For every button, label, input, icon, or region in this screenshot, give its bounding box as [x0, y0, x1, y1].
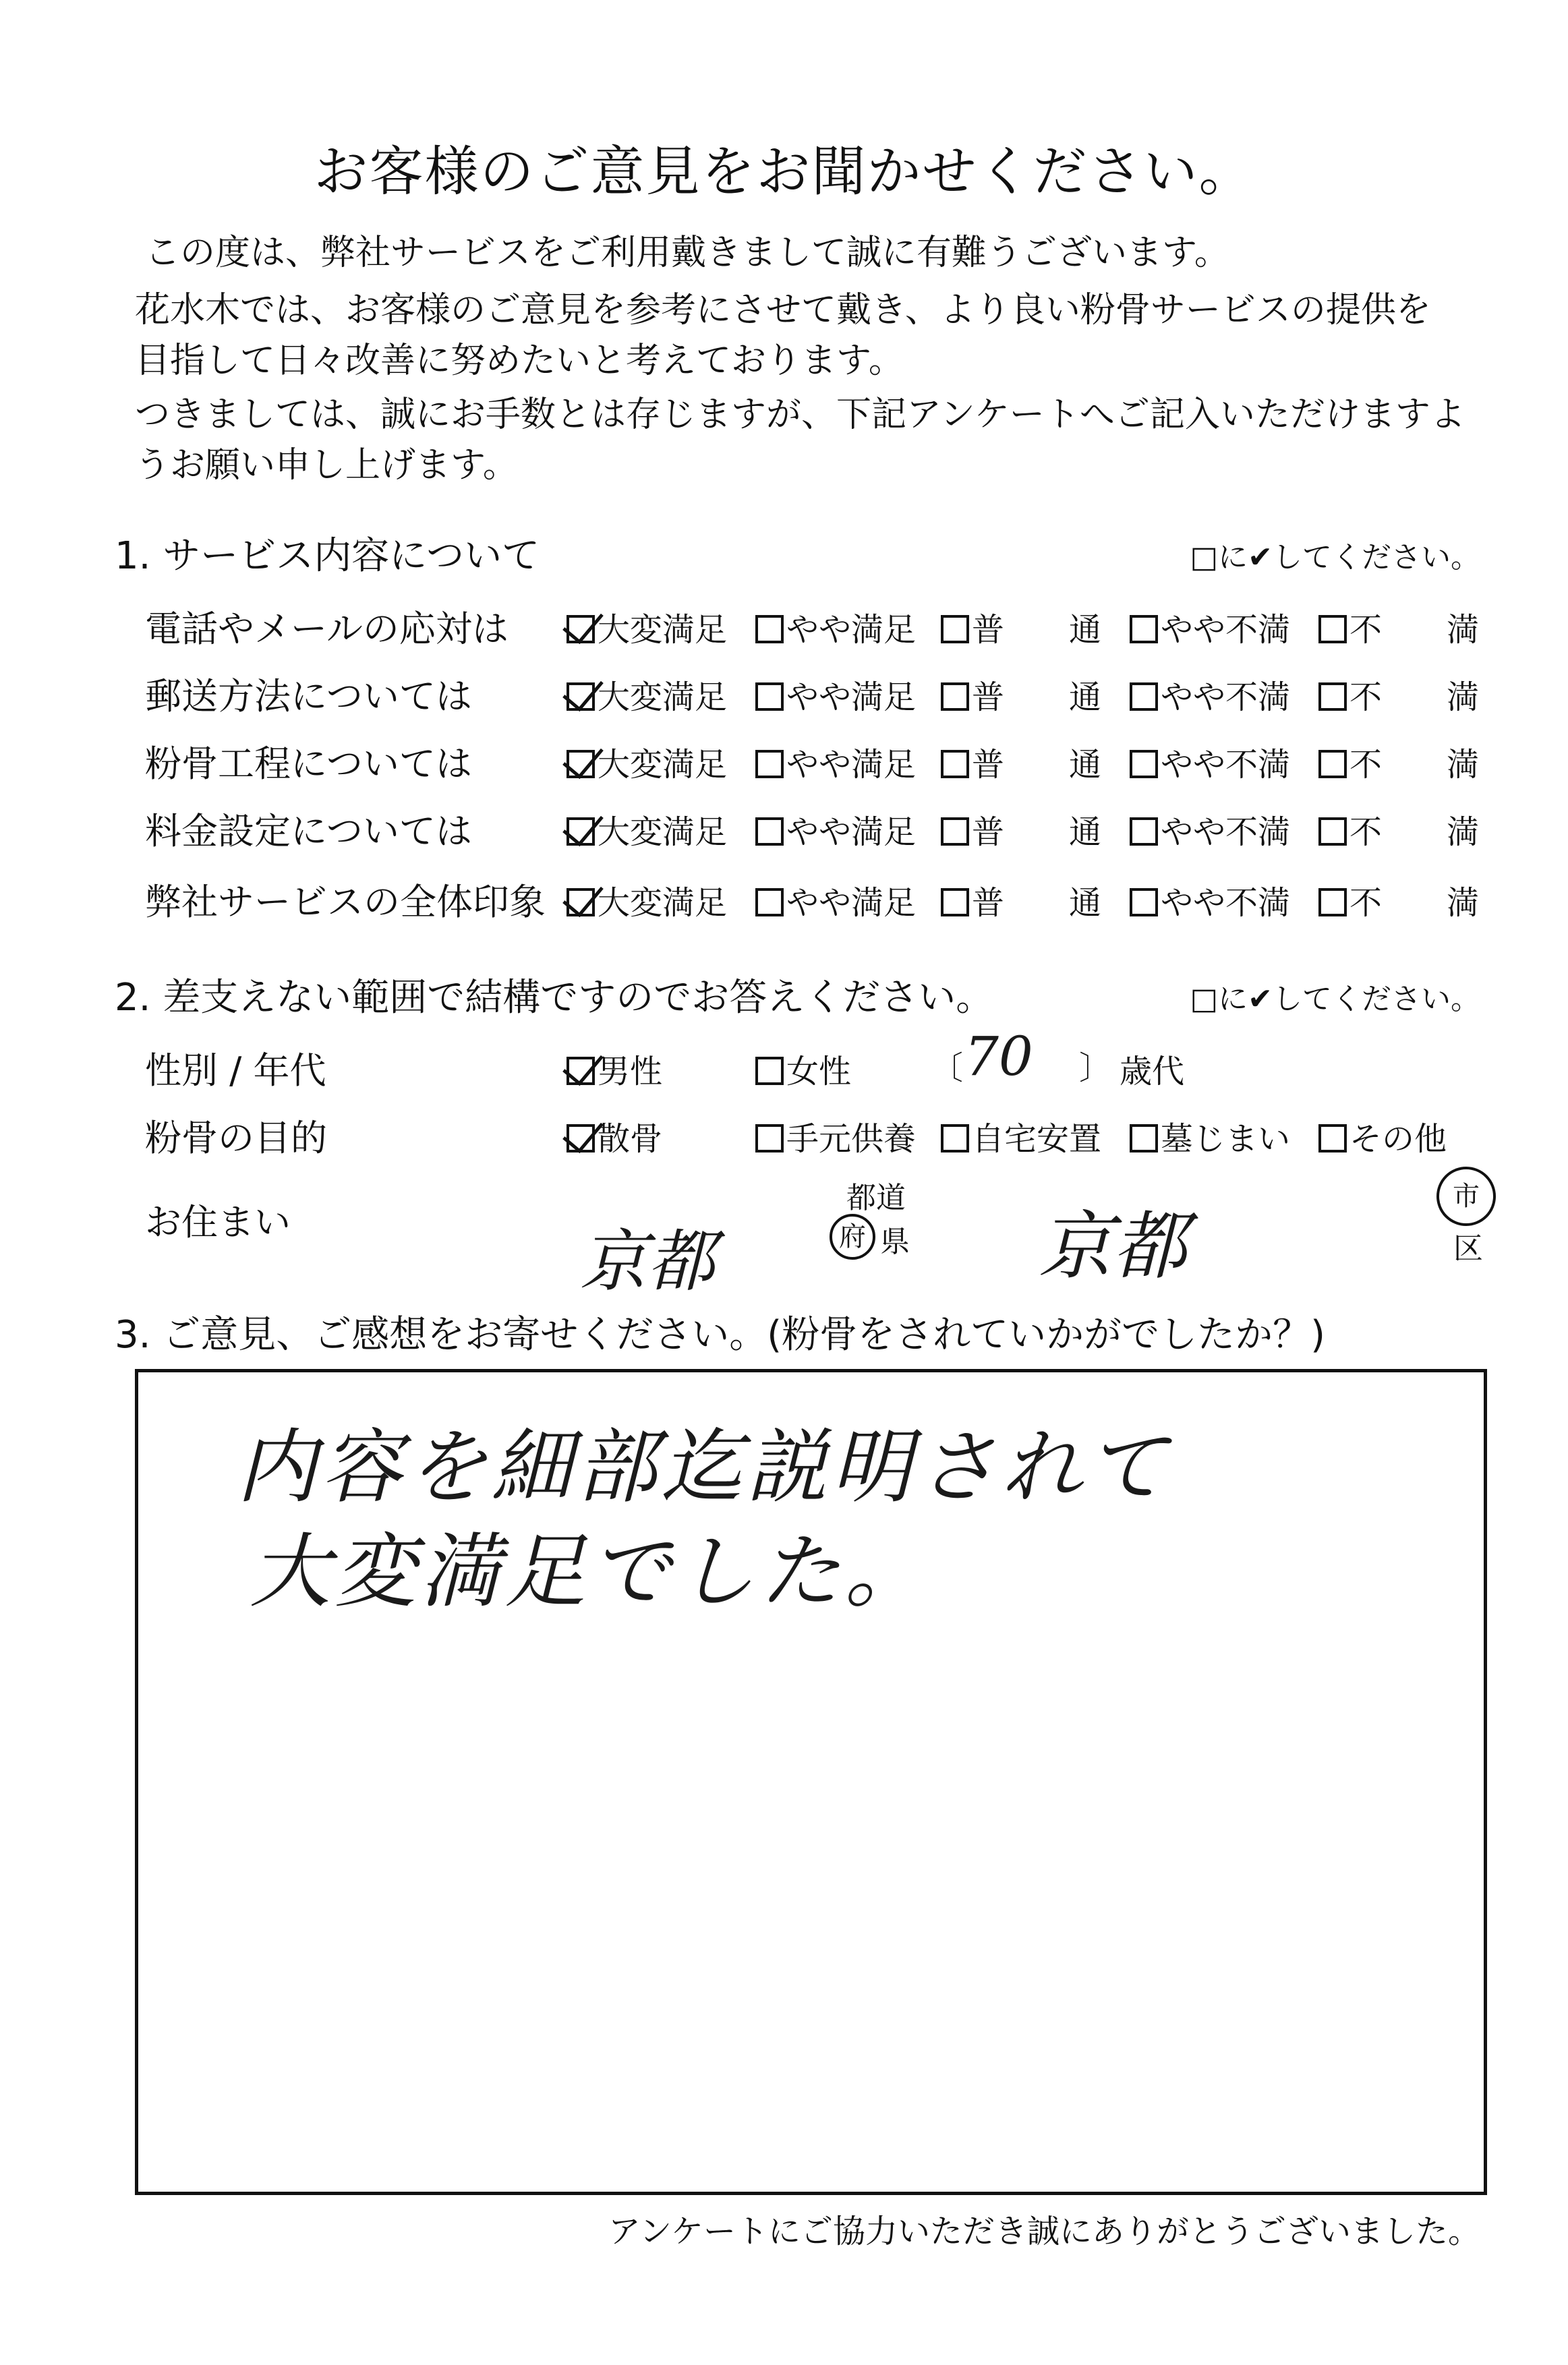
comment-line-2: 大変満足でした。 [250, 1525, 929, 1619]
rating-option[interactable]: やや不満 [1130, 738, 1290, 785]
rating-option[interactable]: やや満足 [755, 671, 916, 718]
rating-option[interactable]: 普 通 [941, 877, 1101, 923]
checkbox[interactable] [1318, 1124, 1347, 1152]
rating-option[interactable]: 不 満 [1318, 671, 1479, 718]
checkbox[interactable] [941, 817, 969, 846]
checkbox[interactable] [1130, 682, 1158, 711]
checkbox[interactable] [941, 750, 969, 778]
rating-option[interactable]: やや満足 [755, 604, 916, 650]
intro-line: この度は、弊社サービスをご利用戴きまして誠に有難うございます。 [145, 233, 1229, 273]
age-value[interactable]: 70 [964, 1025, 1033, 1088]
checkbox[interactable] [567, 1057, 595, 1085]
gender-age-label: 性別 / 年代 [145, 1049, 326, 1092]
rating-row-label: 郵送方法については [145, 675, 472, 718]
checkbox[interactable] [755, 615, 784, 643]
intro-line: うお願い申し上げます。 [135, 445, 518, 486]
checkbox[interactable] [1130, 1124, 1158, 1152]
rating-option[interactable]: 大変満足 [567, 877, 727, 923]
checkbox[interactable] [1318, 615, 1347, 643]
rating-option[interactable]: やや満足 [755, 738, 916, 785]
checkbox[interactable] [1318, 888, 1347, 916]
checkbox[interactable] [755, 682, 784, 711]
purpose-option[interactable]: 自宅安置 [941, 1113, 1101, 1159]
prefecture-suffix-fu: 府 [830, 1214, 875, 1260]
prefecture-suffix-ken: 県 [880, 1225, 910, 1259]
rating-option[interactable]: やや不満 [1130, 877, 1290, 923]
rating-option[interactable]: 不 満 [1318, 877, 1479, 923]
checkbox[interactable] [1130, 817, 1158, 846]
purpose-option[interactable]: 散骨 [567, 1113, 662, 1159]
checkbox[interactable] [755, 1124, 784, 1152]
rating-option[interactable]: 不 満 [1318, 738, 1479, 785]
prefecture-value[interactable]: 京都 [580, 1222, 715, 1301]
rating-option[interactable]: やや満足 [755, 877, 916, 923]
checkbox[interactable] [941, 1124, 969, 1152]
checkbox[interactable] [1130, 750, 1158, 778]
prefecture-suffix-top: 都道 [846, 1181, 906, 1215]
rating-option[interactable]: やや不満 [1130, 604, 1290, 650]
checkbox[interactable] [755, 817, 784, 846]
city-suffix-shi: 市 [1436, 1167, 1496, 1226]
purpose-option[interactable]: 墓じまい [1130, 1113, 1290, 1159]
residence-label: お住まい [145, 1201, 291, 1244]
checkbox[interactable] [1130, 615, 1158, 643]
comment-line-1: 内容を細部迄説明されて [236, 1421, 1171, 1515]
checkbox[interactable] [941, 615, 969, 643]
purpose-option[interactable]: 手元供養 [755, 1113, 916, 1159]
checkbox[interactable] [941, 682, 969, 711]
intro-line: 目指して日々改善に努めたいと考えております。 [135, 341, 904, 381]
rating-option[interactable]: 不 満 [1318, 806, 1479, 852]
checkbox[interactable] [755, 750, 784, 778]
checkbox[interactable] [755, 1057, 784, 1085]
footer-thanks: アンケートにご協力いただき誠にありがとうございました。 [608, 2213, 1480, 2250]
checkbox[interactable] [755, 888, 784, 916]
page-title: お客様のご意見をお聞かせください。 [314, 140, 1254, 203]
section3-heading: 3. ご意見、ご感想をお寄せください。(粉骨をされていかがでしたか？) [115, 1313, 1325, 1357]
rating-option[interactable]: 大変満足 [567, 671, 727, 718]
rating-option[interactable]: 大変満足 [567, 604, 727, 650]
purpose-option[interactable]: その他 [1318, 1113, 1447, 1159]
age-bracket-close: 〕 [1079, 1049, 1112, 1087]
checkbox[interactable] [1318, 817, 1347, 846]
checkbox[interactable] [567, 750, 595, 778]
checkbox[interactable] [567, 888, 595, 916]
rating-row-label: 粉骨工程については [145, 742, 472, 785]
rating-row-label: 弊社サービスの全体印象 [145, 881, 546, 923]
rating-option[interactable]: 普 通 [941, 604, 1101, 650]
intro-line: 花水木では、お客様のご意見を参考にさせて戴き、より良い粉骨サービスの提供を [135, 290, 1431, 330]
checkbox[interactable] [567, 1124, 595, 1152]
checkbox[interactable] [567, 615, 595, 643]
checkbox[interactable] [1318, 682, 1347, 711]
intro-line: つきましては、誠にお手数とは存じますが、下記アンケートへご記入いただけますよ [135, 395, 1465, 435]
section2-hint: □に✔してください。 [1190, 982, 1480, 1016]
rating-option[interactable]: 普 通 [941, 671, 1101, 718]
age-bracket-open: 〔 [931, 1049, 964, 1087]
checkbox[interactable] [1130, 888, 1158, 916]
city-value[interactable]: 京都 [1039, 1203, 1187, 1289]
rating-option[interactable]: 大変満足 [567, 806, 727, 852]
section1-hint: □に✔してください。 [1190, 540, 1480, 575]
checkbox[interactable] [567, 682, 595, 711]
rating-option[interactable]: 不 満 [1318, 604, 1479, 650]
gender-option-female[interactable]: 女性 [755, 1045, 851, 1092]
rating-row-label: 電話やメールの応対は [145, 608, 509, 650]
rating-option[interactable]: 普 通 [941, 738, 1101, 785]
checkbox[interactable] [567, 817, 595, 846]
section2-heading: 2. 差支えない範囲で結構ですのでお答えください。 [115, 976, 994, 1020]
checkbox[interactable] [1318, 750, 1347, 778]
comment-box[interactable] [135, 1369, 1487, 2195]
section1-heading: 1. サービス内容について [115, 534, 540, 578]
age-suffix: 歳代 [1120, 1053, 1185, 1090]
rating-option[interactable]: 普 通 [941, 806, 1101, 852]
gender-option-male[interactable]: 男性 [567, 1045, 662, 1092]
rating-option[interactable]: やや不満 [1130, 671, 1290, 718]
city-suffix-ku: 区 [1453, 1231, 1483, 1266]
rating-option[interactable]: 大変満足 [567, 738, 727, 785]
checkbox[interactable] [941, 888, 969, 916]
rating-option[interactable]: やや満足 [755, 806, 916, 852]
rating-option[interactable]: やや不満 [1130, 806, 1290, 852]
rating-row-label: 料金設定については [145, 810, 472, 852]
purpose-label: 粉骨の目的 [145, 1117, 327, 1159]
